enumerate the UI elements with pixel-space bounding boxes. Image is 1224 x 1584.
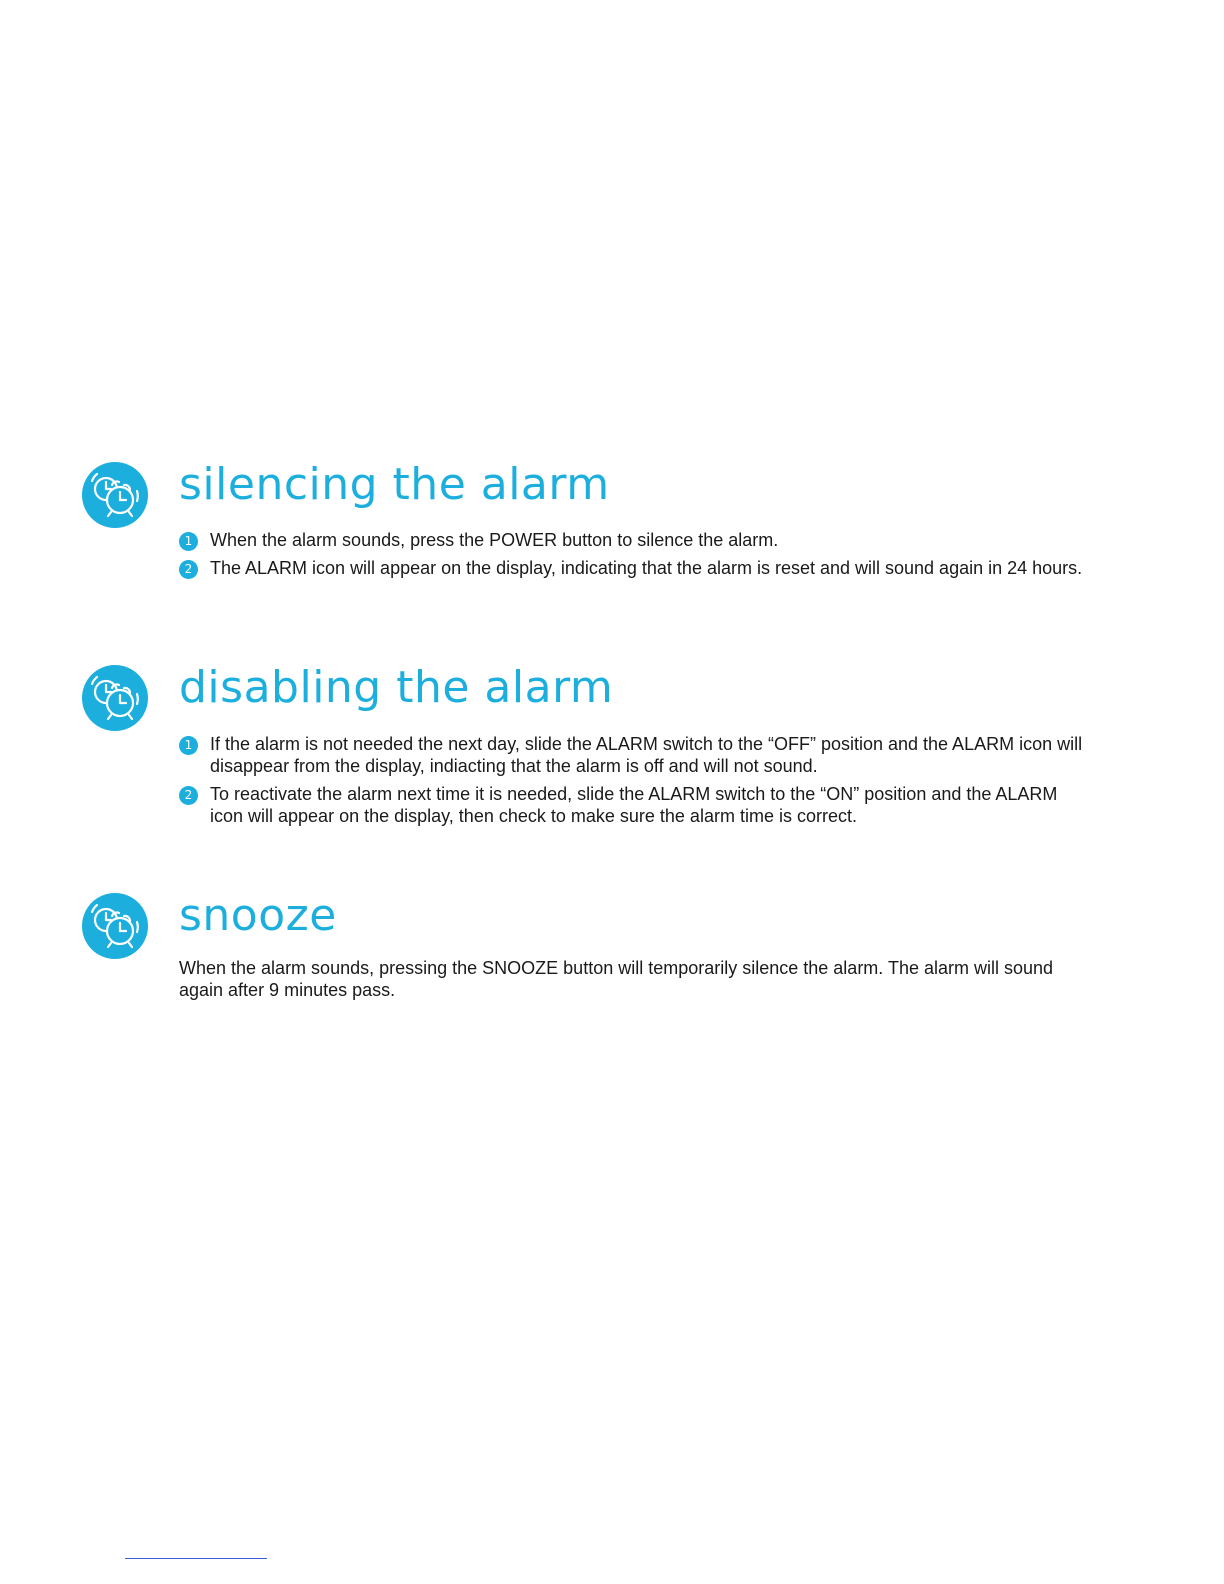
- step-text: To reactivate the alarm next time it is needed, slide the ALARM switch to the “ON” position and the ALARM icon will appear on the display, then check to make sure the alarm time is correct.: [210, 784, 1058, 826]
- step-list: [179, 733, 1084, 833]
- section-title: disabling the alarm: [179, 662, 614, 713]
- section-title: silencing the alarm: [179, 459, 610, 510]
- step-item: [179, 529, 1084, 551]
- alarm-clocks-icon: [81, 892, 149, 960]
- step-text: If the alarm is not needed the next day, slide the ALARM switch to the “OFF” position and the ALARM icon will disappear from the display, indiacting that the alarm is off and will not sound.: [210, 734, 1083, 776]
- step-number-badge: 2: [179, 786, 198, 805]
- step-number-badge: 1: [179, 532, 198, 551]
- step-text: When the alarm sounds, press the POWER button to silence the alarm.: [210, 530, 779, 550]
- step-item: [179, 557, 1084, 579]
- alarm-clocks-icon: [81, 461, 149, 529]
- step-item: [179, 733, 1084, 777]
- section-body: When the alarm sounds, pressing the SNOOZE button will temporarily silence the alarm. The alarm will sound again after 9 minutes pass.: [179, 958, 1054, 1000]
- footer-divider: [125, 1558, 267, 1559]
- alarm-clocks-icon: [81, 664, 149, 732]
- section-title: snooze: [179, 890, 337, 941]
- step-number-badge: 2: [179, 560, 198, 579]
- step-text: The ALARM icon will appear on the display, indicating that the alarm is reset and will sound again in 24 hours.: [210, 558, 1083, 578]
- step-item: [179, 783, 1084, 827]
- step-list: [179, 529, 1084, 585]
- step-number-badge: 1: [179, 736, 198, 755]
